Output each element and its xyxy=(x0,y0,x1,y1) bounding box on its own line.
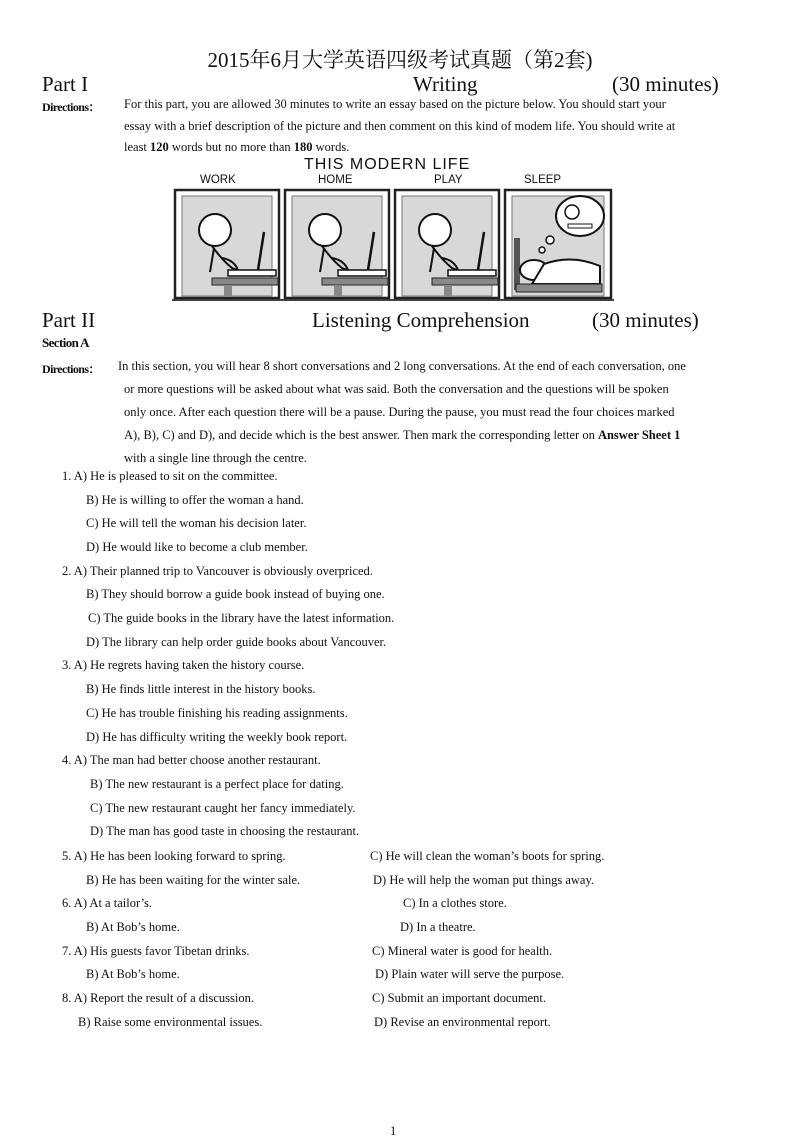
page-title: 2015年6月大学英语四级考试真题（第2套) xyxy=(207,48,593,72)
q2-option-c: C) The guide books in the library have the latest information. xyxy=(88,611,395,625)
q5-option-a: 5. A) He has been looking forward to spring. xyxy=(62,849,286,863)
panel-label-sleep: SLEEP xyxy=(524,174,562,186)
part1-directions-label: Directions： xyxy=(42,100,100,114)
q8-option-b: B) Raise some environmental issues. xyxy=(78,1015,263,1029)
q4-option-d: D) The man has good taste in choosing the restaurant. xyxy=(90,824,360,838)
panel-label-play: PLAY xyxy=(434,174,463,186)
q1-option-c: C) He will tell the woman his decision later. xyxy=(86,516,307,530)
part2-directions-line: with a single line through the centre. xyxy=(124,451,307,465)
part1-time: (30 minutes) xyxy=(612,72,719,96)
q4-option-a: 4. A) The man had better choose another restaurant. xyxy=(62,753,321,767)
q7-option-c: C) Mineral water is good for health. xyxy=(372,944,553,958)
part2-directions-line: A), B), C) and D), and decide which is the best answer. Then mark the corresponding letter on Answer Sheet 1 xyxy=(124,428,681,442)
q4-option-c: C) The new restaurant caught her fancy immediately. xyxy=(90,801,356,815)
q6-option-d: D) In a theatre. xyxy=(400,920,476,934)
panel-label-work: WORK xyxy=(200,174,236,186)
cartoon-title: THIS MODERN LIFE xyxy=(304,156,471,173)
q8-option-d: D) Revise an environmental report. xyxy=(374,1015,551,1029)
part1-directions-line: essay with a brief description of the picture and then comment on this kind of modem life. You should write at xyxy=(124,119,676,133)
q2-option-a: 2. A) Their planned trip to Vancouver is obviously overpriced. xyxy=(62,564,373,578)
page-number: 1 xyxy=(390,1124,397,1138)
q6-option-b: B) At Bob’s home. xyxy=(86,920,180,934)
section-a-label: Section A xyxy=(42,335,89,350)
q1-option-b: B) He is willing to offer the woman a hand. xyxy=(86,493,304,507)
q6-option-a: 6. A) At a tailor’s. xyxy=(62,896,153,910)
q2-option-b: B) They should borrow a guide book instead of buying one. xyxy=(86,587,385,601)
part2-name: Listening Comprehension xyxy=(312,308,530,332)
q8-option-a: 8. A) Report the result of a discussion. xyxy=(62,991,254,1005)
q7-option-a: 7. A) His guests favor Tibetan drinks. xyxy=(62,944,250,958)
q1-option-a: 1. A) He is pleased to sit on the committee. xyxy=(62,469,278,483)
part2-directions-line: or more questions will be asked about what was said. Both the conversation and the questions will be spoken xyxy=(124,382,669,396)
home-panel xyxy=(285,190,389,298)
sleep-panel xyxy=(505,190,611,298)
part1-label: Part I xyxy=(42,72,89,96)
q6-option-c: C) In a clothes store. xyxy=(403,896,507,910)
q2-option-d: D) The library can help order guide books about Vancouver. xyxy=(86,635,387,649)
cartoon-illustration xyxy=(172,188,614,302)
q3-option-b: B) He finds little interest in the history books. xyxy=(86,682,316,696)
part2-time: (30 minutes) xyxy=(592,308,699,332)
part2-directions-line: only once. After each question there will be a pause. During the pause, you must read the four choices marked xyxy=(124,405,675,419)
q5-option-c: C) He will clean the woman’s boots for spring. xyxy=(370,849,605,863)
play-panel xyxy=(395,190,499,298)
q8-option-c: C) Submit an important document. xyxy=(372,991,546,1005)
q5-option-b: B) He has been waiting for the winter sale. xyxy=(86,873,301,887)
q3-option-a: 3. A) He regrets having taken the history course. xyxy=(62,658,305,672)
q4-option-b: B) The new restaurant is a perfect place for dating. xyxy=(90,777,344,791)
part2-directions-label: Directions： xyxy=(42,362,100,376)
part2-label: Part II xyxy=(42,308,96,332)
q7-option-b: B) At Bob’s home. xyxy=(86,967,180,981)
part2-directions-line: In this section, you will hear 8 short conversations and 2 long conversations. At the end of each conversation, one xyxy=(118,359,686,373)
q1-option-d: D) He would like to become a club member. xyxy=(86,540,308,554)
part1-directions-line: least 120 words but no more than 180 words. xyxy=(124,140,350,154)
q7-option-d: D) Plain water will serve the purpose. xyxy=(375,967,565,981)
part1-directions-line: For this part, you are allowed 30 minutes to write an essay based on the picture below. You should start your xyxy=(124,97,666,111)
panel-label-home: HOME xyxy=(318,174,353,186)
q3-option-c: C) He has trouble finishing his reading assignments. xyxy=(86,706,348,720)
q5-option-d: D) He will help the woman put things away. xyxy=(373,873,595,887)
q3-option-d: D) He has difficulty writing the weekly book report. xyxy=(86,730,348,744)
work-panel xyxy=(175,190,279,298)
part1-name: Writing xyxy=(413,72,478,96)
